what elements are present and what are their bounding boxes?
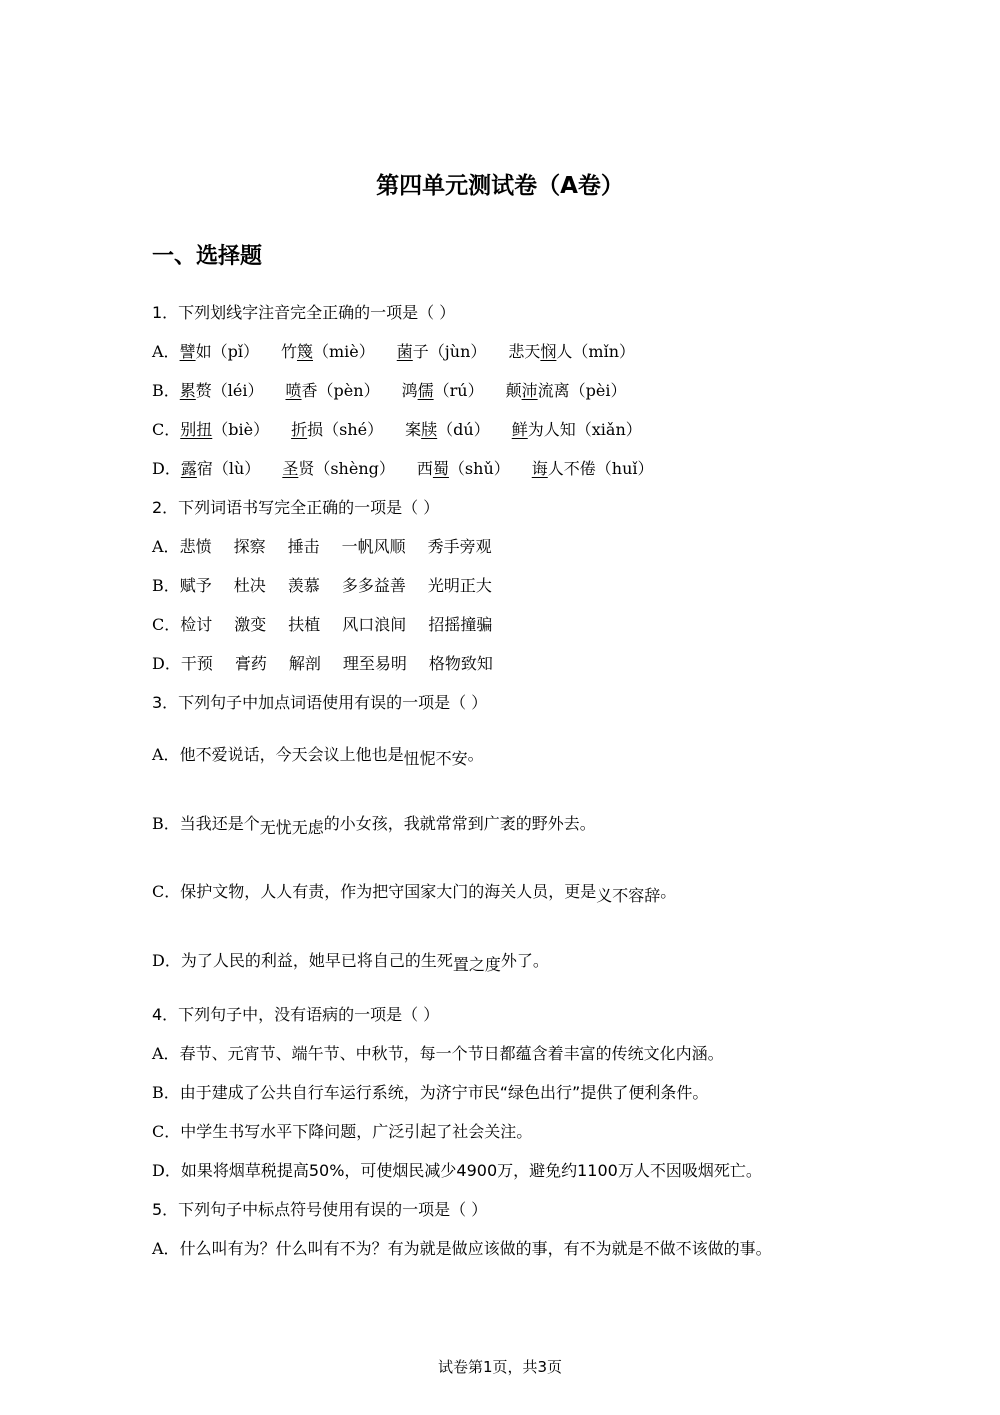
underlined-char: 诲 [531, 459, 548, 478]
option-prefix: A． [152, 745, 180, 764]
word: 捶击 [287, 537, 320, 556]
pinyin: （pèi） [569, 381, 627, 400]
underlined-char: 折 [291, 420, 308, 439]
pinyin-item: 露宿（lù） [180, 459, 261, 478]
q1-option-c [152, 417, 642, 443]
underlined-char: 牍 [421, 420, 438, 439]
pinyin: （jùn） [428, 342, 487, 361]
option-text: 中学生书写水平下降问题，广泛引起了社会关注。 [180, 1122, 533, 1141]
q4-option-b [152, 1080, 708, 1106]
option-prefix: A． [152, 342, 180, 361]
pinyin: （shé） [323, 420, 384, 439]
pinyin-item: 竹篾（miè） [280, 342, 375, 361]
underlined-char: 儒 [417, 381, 434, 400]
q1-option-d [152, 456, 654, 482]
option-prefix: C． [152, 420, 181, 439]
pinyin: （rú） [433, 381, 484, 400]
word: 探察 [233, 537, 266, 556]
pinyin: （pǐ） [211, 342, 259, 361]
underlined-char: 蜀 [432, 459, 449, 478]
pinyin-item: 西蜀（shǔ） [416, 459, 510, 478]
word: 干预 [180, 654, 213, 673]
option-text: 如果将烟草税提高50%，可使烟民减少4900万，避免约1100万人不因吸烟死亡。 [180, 1161, 762, 1180]
word: 多多益善 [341, 576, 406, 595]
pinyin: （huǐ） [595, 459, 654, 478]
q1-option-b [152, 378, 626, 404]
pinyin-item: 喷香（pèn） [285, 381, 380, 400]
q2-option-a [152, 534, 492, 560]
pinyin: （léi） [211, 381, 264, 400]
word: 悲愤 [179, 537, 212, 556]
word: 秀手旁观 [427, 537, 492, 556]
option-prefix: A． [152, 537, 180, 556]
word: 羡慕 [287, 576, 320, 595]
word: 扶植 [288, 615, 321, 634]
pinyin: （biè） [212, 420, 270, 439]
question-stem-2: 2．下列词语书写完全正确的一项是（ ） [152, 498, 440, 517]
word: 赋予 [179, 576, 212, 595]
underlined-char: 喷 [285, 381, 302, 400]
q4-option-a [152, 1041, 724, 1067]
pinyin-item: 悲天悯人（mǐn） [508, 342, 636, 361]
q3-option-d: D．为了人民的利益，她早已将自己的生死置之度外了。 [152, 951, 549, 974]
q4-option-d [152, 1158, 762, 1184]
option-prefix: D． [152, 459, 181, 478]
pinyin: （miè） [313, 342, 375, 361]
option-text: 什么叫有为？什么叫有不为？有为就是做应该做的事，有不为就是不做不该做的事。 [179, 1239, 772, 1258]
dotted-phrase: 置之度 [452, 955, 501, 974]
q2-option-b [152, 573, 492, 599]
pinyin-item: 折损（shé） [291, 420, 384, 439]
underlined-char: 譬 [179, 342, 196, 361]
underlined-char: 露 [180, 459, 197, 478]
option-prefix: D． [152, 1161, 181, 1180]
page-title: 第四单元测试卷（A卷） [376, 173, 624, 199]
q5-option-a [152, 1236, 772, 1262]
pinyin: （dú） [437, 420, 490, 439]
option-prefix: B． [152, 381, 180, 400]
q2-option-d [152, 651, 493, 677]
q4-option-c [152, 1119, 532, 1145]
word: 格物致知 [428, 654, 493, 673]
underlined-char: 鲜 [511, 420, 528, 439]
option-text: 由于建成了公共自行车运行系统，为济宁市民“绿色出行”提供了便利条件。 [179, 1083, 709, 1102]
option-prefix: A． [152, 1044, 180, 1063]
q2-option-c [152, 612, 492, 638]
option-prefix: B． [152, 814, 180, 833]
word: 杜决 [233, 576, 266, 595]
underlined-char: 篾 [296, 342, 313, 361]
question-stem-1: 1．下列划线字注音完全正确的一项是（ ） [152, 303, 456, 322]
pinyin: （mǐn） [572, 342, 636, 361]
q3-option-a: A．他不爱说话，今天会议上他也是忸怩不安。 [152, 745, 484, 768]
dotted-phrase: 无忧无虑 [259, 818, 324, 837]
pinyin-item: 鸿儒（rú） [401, 381, 484, 400]
question-stem-5: 5．下列句子中标点符号使用有误的一项是（ ） [152, 1200, 488, 1219]
word: 检讨 [180, 615, 213, 634]
pinyin-item: 诲人不倦（huǐ） [531, 459, 654, 478]
q1-option-a [152, 339, 635, 365]
pinyin: （pèn） [317, 381, 380, 400]
pinyin: （lù） [212, 459, 261, 478]
question-stem-4: 4．下列句子中，没有语病的一项是（ ） [152, 1005, 440, 1024]
option-prefix: D． [152, 654, 181, 673]
q3-option-c: C．保护文物，人人有责，作为把守国家大门的海关人员，更是义不容辞。 [152, 882, 677, 905]
pinyin-item: 譬如（pǐ） [179, 342, 259, 361]
underlined-char: 别扭 [180, 420, 213, 439]
section-title: 一、选择题 [152, 244, 263, 269]
pinyin-item: 鲜为人知（xiǎn） [511, 420, 642, 439]
dotted-phrase: 忸怩不安 [403, 749, 468, 768]
word: 一帆风顺 [341, 537, 406, 556]
pinyin: （xiǎn） [575, 420, 642, 439]
question-stem-3: 3．下列句子中加点词语使用有误的一项是（ ） [152, 693, 488, 712]
option-prefix: D． [152, 951, 181, 970]
option-prefix: B． [152, 1083, 180, 1102]
underlined-char: 菌 [396, 342, 413, 361]
option-prefix: A． [152, 1239, 180, 1258]
option-text: 春节、元宵节、端午节、中秋节，每一个节日都蕴含着丰富的传统文化内涵。 [179, 1044, 724, 1063]
dotted-phrase: 义不容辞 [596, 886, 661, 905]
word: 激变 [234, 615, 267, 634]
option-prefix: B． [152, 576, 180, 595]
word: 招摇撞骗 [428, 615, 493, 634]
pinyin-item: 颠沛流离（pèi） [505, 381, 627, 400]
option-prefix: C． [152, 882, 181, 901]
word: 理至易明 [342, 654, 407, 673]
underlined-char: 悯 [540, 342, 557, 361]
pinyin-item: 累赘（léi） [179, 381, 264, 400]
pinyin-item: 案牍（dú） [405, 420, 490, 439]
pinyin: （shèng） [314, 459, 395, 478]
underlined-char: 沛 [521, 381, 538, 400]
word: 膏药 [234, 654, 267, 673]
word: 解剖 [288, 654, 321, 673]
pinyin-item [180, 417, 269, 443]
option-prefix: C． [152, 615, 181, 634]
underlined-char: 累 [179, 381, 196, 400]
pinyin-item: 圣贤（shèng） [282, 459, 395, 478]
word: 风口浪间 [342, 615, 407, 634]
q3-option-b: B．当我还是个无忧无虑的小女孩，我就常常到广袤的野外去。 [152, 814, 596, 837]
word: 光明正大 [427, 576, 492, 595]
underlined-char: 圣 [282, 459, 299, 478]
pinyin: （shǔ） [448, 459, 510, 478]
page-footer: 试卷第1页，共3页 [437, 1358, 563, 1376]
option-prefix: C． [152, 1122, 181, 1141]
pinyin-item: 菌子（jùn） [396, 342, 487, 361]
